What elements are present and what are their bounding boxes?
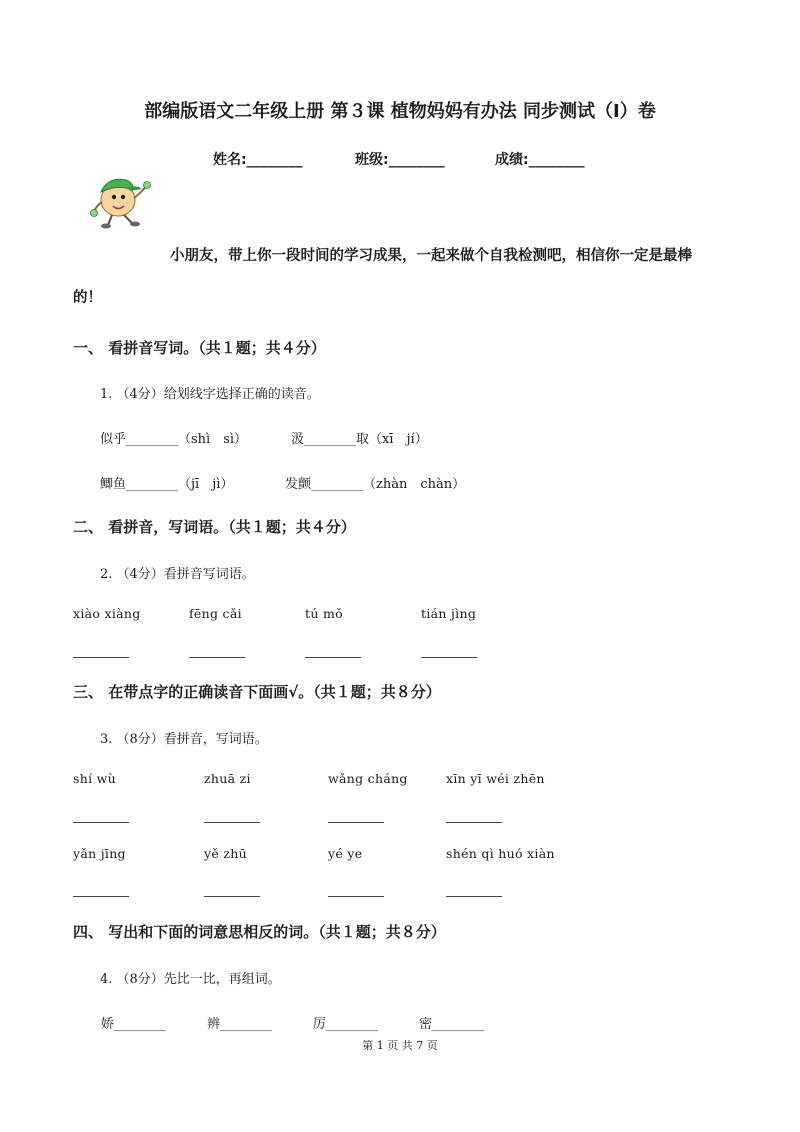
s3-answer-line-r2-3[interactable] xyxy=(328,896,384,897)
s4-char-4: 密 xyxy=(419,1017,433,1032)
s3-pinyin-r1-4: xīn yī wéi zhēn xyxy=(446,771,545,786)
s1-item-4-pinyin: （zhàn chàn） xyxy=(363,477,466,492)
s4-blank-2[interactable]: ________ xyxy=(220,1017,273,1032)
s4-char-3: 厉 xyxy=(313,1017,327,1032)
s3-pinyin-r1-3: wǎng cháng xyxy=(328,771,408,786)
s3-answer-line-r1-4[interactable] xyxy=(446,822,502,823)
s3-pinyin-r2-1: yǎn jīng xyxy=(73,846,126,861)
s1-item-4 xyxy=(285,473,465,492)
page-footer: 第 1 页 共 7 页 xyxy=(362,1039,438,1052)
score-field: 成绩:________ xyxy=(495,152,585,168)
s1-item-4-blank[interactable]: ________ xyxy=(311,477,364,492)
s1-item-3 xyxy=(100,473,233,492)
s3-answer-line-r2-4[interactable] xyxy=(446,896,502,897)
s1-item-2-word: 汲 xyxy=(291,432,305,447)
s2-pinyin-2: fēng cǎi xyxy=(189,606,242,621)
section-3-heading: 三、 在带点字的正确读音下面画√。（共１题；共８分） xyxy=(73,683,441,701)
question-2: 2. （4分）看拼音写词语。 xyxy=(100,567,255,582)
s3-pinyin-r2-2: yě zhū xyxy=(204,846,247,861)
s1-item-1-word: 似乎 xyxy=(100,432,127,447)
s2-pinyin-3: tú mǒ xyxy=(305,606,343,621)
s1-item-4-word: 发颤 xyxy=(285,477,312,492)
s3-answer-line-r1-1[interactable] xyxy=(73,822,129,823)
s1-item-1-pinyin: （shì sì） xyxy=(178,432,248,447)
s3-answer-line-r1-2[interactable] xyxy=(204,822,260,823)
s2-pinyin-4: tián jìng xyxy=(421,606,477,621)
s1-item-2 xyxy=(291,428,428,447)
s4-item-1 xyxy=(101,1013,166,1032)
s1-item-3-word: 鲫鱼 xyxy=(100,477,127,492)
s4-blank-4[interactable]: ________ xyxy=(432,1017,485,1032)
s4-item-3 xyxy=(313,1013,378,1032)
s1-item-3-blank[interactable]: ________ xyxy=(126,477,179,492)
s3-pinyin-r2-4: shén qì huó xiàn xyxy=(446,846,555,861)
s3-pinyin-r1-1: shí wù xyxy=(73,771,116,786)
s2-answer-line-2[interactable] xyxy=(189,657,245,658)
page-title: 部编版语文二年级上册 第３课 植物妈妈有办法 同步测试（I）卷 xyxy=(144,101,656,122)
s2-pinyin-1: xiào xiàng xyxy=(73,606,141,621)
s4-item-4 xyxy=(419,1013,484,1032)
section-1-heading: 一、 看拼音写词。（共１题；共４分） xyxy=(73,339,326,357)
question-1: 1. （4分）给划线字选择正确的读音。 xyxy=(100,387,320,402)
class-field: 班级:________ xyxy=(355,152,445,168)
section-2-heading: 二、 看拼音，写词语。（共１题；共４分） xyxy=(73,518,356,536)
section-4-heading: 四、 写出和下面的词意思相反的词。（共１题；共８分） xyxy=(73,923,446,941)
s2-answer-line-4[interactable] xyxy=(421,657,477,658)
question-3: 3. （8分）看拼音，写词语。 xyxy=(100,732,268,747)
s1-item-2-pinyin: （xī jí） xyxy=(369,432,428,447)
s4-blank-3[interactable]: ________ xyxy=(326,1017,379,1032)
s1-item-1 xyxy=(100,428,247,447)
s3-answer-line-r1-3[interactable] xyxy=(328,822,384,823)
question-4: 4. （8分）先比一比，再组词。 xyxy=(100,972,281,987)
mascot-illustration xyxy=(88,170,156,230)
intro-line-1: 小朋友，带上你一段时间的学习成果，一起来做个自我检测吧，相信你一定是最棒 xyxy=(170,248,692,264)
s2-answer-line-1[interactable] xyxy=(73,657,129,658)
s2-answer-line-3[interactable] xyxy=(305,657,361,658)
name-field: 姓名:________ xyxy=(213,152,303,168)
s1-item-1-blank[interactable]: ________ xyxy=(126,432,179,447)
s3-answer-line-r2-1[interactable] xyxy=(73,896,129,897)
s4-char-2: 辨 xyxy=(207,1017,221,1032)
s1-item-2-after: 取 xyxy=(356,432,370,447)
s4-item-2 xyxy=(207,1013,272,1032)
s3-pinyin-r1-2: zhuā zi xyxy=(204,771,251,786)
s3-answer-line-r2-2[interactable] xyxy=(204,896,260,897)
s1-item-2-blank[interactable]: ________ xyxy=(304,432,357,447)
s4-char-1: 娇 xyxy=(101,1017,115,1032)
intro-line-2: 的！ xyxy=(73,290,102,306)
s3-pinyin-r2-3: yé ye xyxy=(328,846,363,861)
s1-item-3-pinyin: （jī jì） xyxy=(178,477,234,492)
s4-blank-1[interactable]: ________ xyxy=(114,1017,167,1032)
